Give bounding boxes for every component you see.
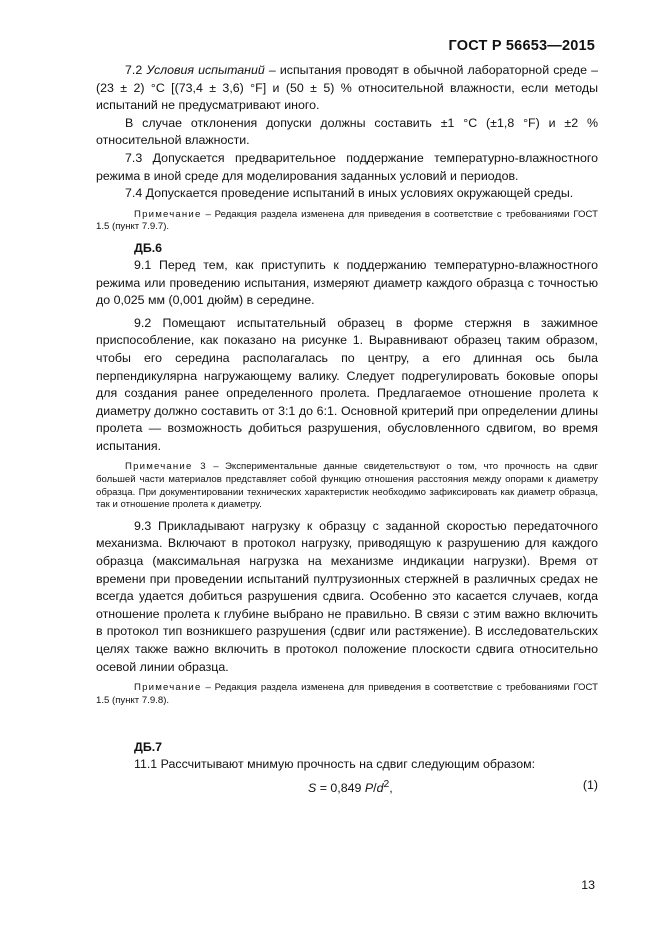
section-heading-db7: ДБ.7 — [134, 740, 163, 755]
paragraph-9-2: 9.2 Помещают испытательный образец в форме стержня в зажимное приспособление, как показано на рисунке 1. Выравнивают образец таким образом, чтобы его середина располагалась по центру, а его длинная ось была перпендикулярна нагружающему валику. Следует подрегулировать боковые опоры для создания ранее определенного пролета. Предлагаемое отношение пролета к диаметру должно составить от 3:1 до 6:1. Основной критерий при определении длины пролета — возможность добиться разрушения, обусловленного сдвигом, во время испытания. — [96, 315, 598, 453]
paragraph-7-2 — [96, 62, 598, 115]
paragraph-11-1: 11.1 Рассчитывают мнимую прочность на сдвиг следующим образом: — [134, 757, 536, 772]
note-edition-7-9-7 — [96, 209, 598, 234]
formula-1 — [96, 774, 598, 796]
formula-tail: , — [389, 781, 393, 796]
formula-d: d — [376, 781, 384, 796]
note-3 — [96, 461, 598, 511]
paragraph-title: Условия испытаний — [146, 63, 265, 77]
note-text: – Редакция раздела изменена для приведения в соответствие с требованиями ГОСТ 1.5 (пункт 7.9.8). — [96, 682, 598, 706]
paragraph-9-1: 9.1 Перед тем, как приступить к поддержанию температурно-влажностного режима или проведению испытания, измеряют диаметр каждого образца с точностью до 0,025 мм (0,001 дюйм) в середине. — [96, 257, 598, 308]
document-body — [96, 62, 598, 796]
paragraph-text: – испытания проводят в обычной лабораторной среде – (23 ± 2) °С [(73,4 ± 3,6) °F] и (50 ± 5) % относительной влажности, если методы испытаний не предусматривают иного. — [96, 63, 598, 113]
formula-expression — [308, 774, 393, 799]
document-code-header: ГОСТ Р 56653—2015 — [448, 38, 595, 54]
paragraph-number: 7.2 — [125, 63, 143, 77]
note-text: – Редакция раздела изменена для приведения в соответствие с требованиями ГОСТ 1.5 (пункт 7.9.7). — [96, 208, 598, 233]
formula-p: P — [364, 781, 374, 796]
note-label: Примечание — [134, 208, 202, 220]
section-heading-db6: ДБ.6 — [134, 240, 163, 255]
note-label: Примечание 3 — [125, 461, 207, 473]
paragraph-7-3: 7.3 Допускается предварительное поддержание температурно-влажностного режима в иной среде для моделирования заданных условий и периодов. — [96, 150, 598, 183]
paragraph-7-4: 7.4 Допускается проведение испытаний в иных условиях окружающей среды. — [125, 186, 574, 201]
page-number: 13 — [581, 878, 595, 892]
formula-number: (1) — [582, 777, 598, 792]
note-label: Примечание — [134, 682, 202, 694]
formula-coefficient: = 0,849 — [316, 781, 365, 796]
note-text: – Экспериментальные данные свидетельствуют о том, что прочность на сдвиг большей части материалов представляет собой функцию отношения расстояния между опорами к диаметру образца. При документировании технических характеристик необходимо зафиксировать как диаметр образца, так и отношение пролета к диаметру. — [96, 461, 598, 511]
note-edition-7-9-8 — [96, 682, 598, 707]
paragraph-tolerances: В случае отклонения допуски должны составить ±1 °С (±1,8 °F) и ±2 % относительной влажности. — [96, 115, 598, 148]
paragraph-9-3: 9.3 Прикладывают нагрузку к образцу с заданной скоростью передаточного механизма. Включают в протокол нагрузку, приводящую к разрушению для каждого образца (максимальная нагрузка на механизме индикации нагрузки). Время от времени при проведении испытаний пултрузионных стержней в различных средах не всегда удается добиться разрушения сдвига. Особенно это касается случаев, когда отношение пролета к глубине выбрано не правильно. В связи с этим важно включить в протокол тип возникшего разрушения (сдвиг или растяжение). В исследовательских целях также важно включить в протокол положение плоскости сдвига относительно осевой линии образца. — [96, 518, 598, 674]
formula-slash: / — [373, 781, 377, 796]
formula-lhs: S — [308, 781, 317, 796]
formula-exponent: 2 — [383, 778, 390, 790]
